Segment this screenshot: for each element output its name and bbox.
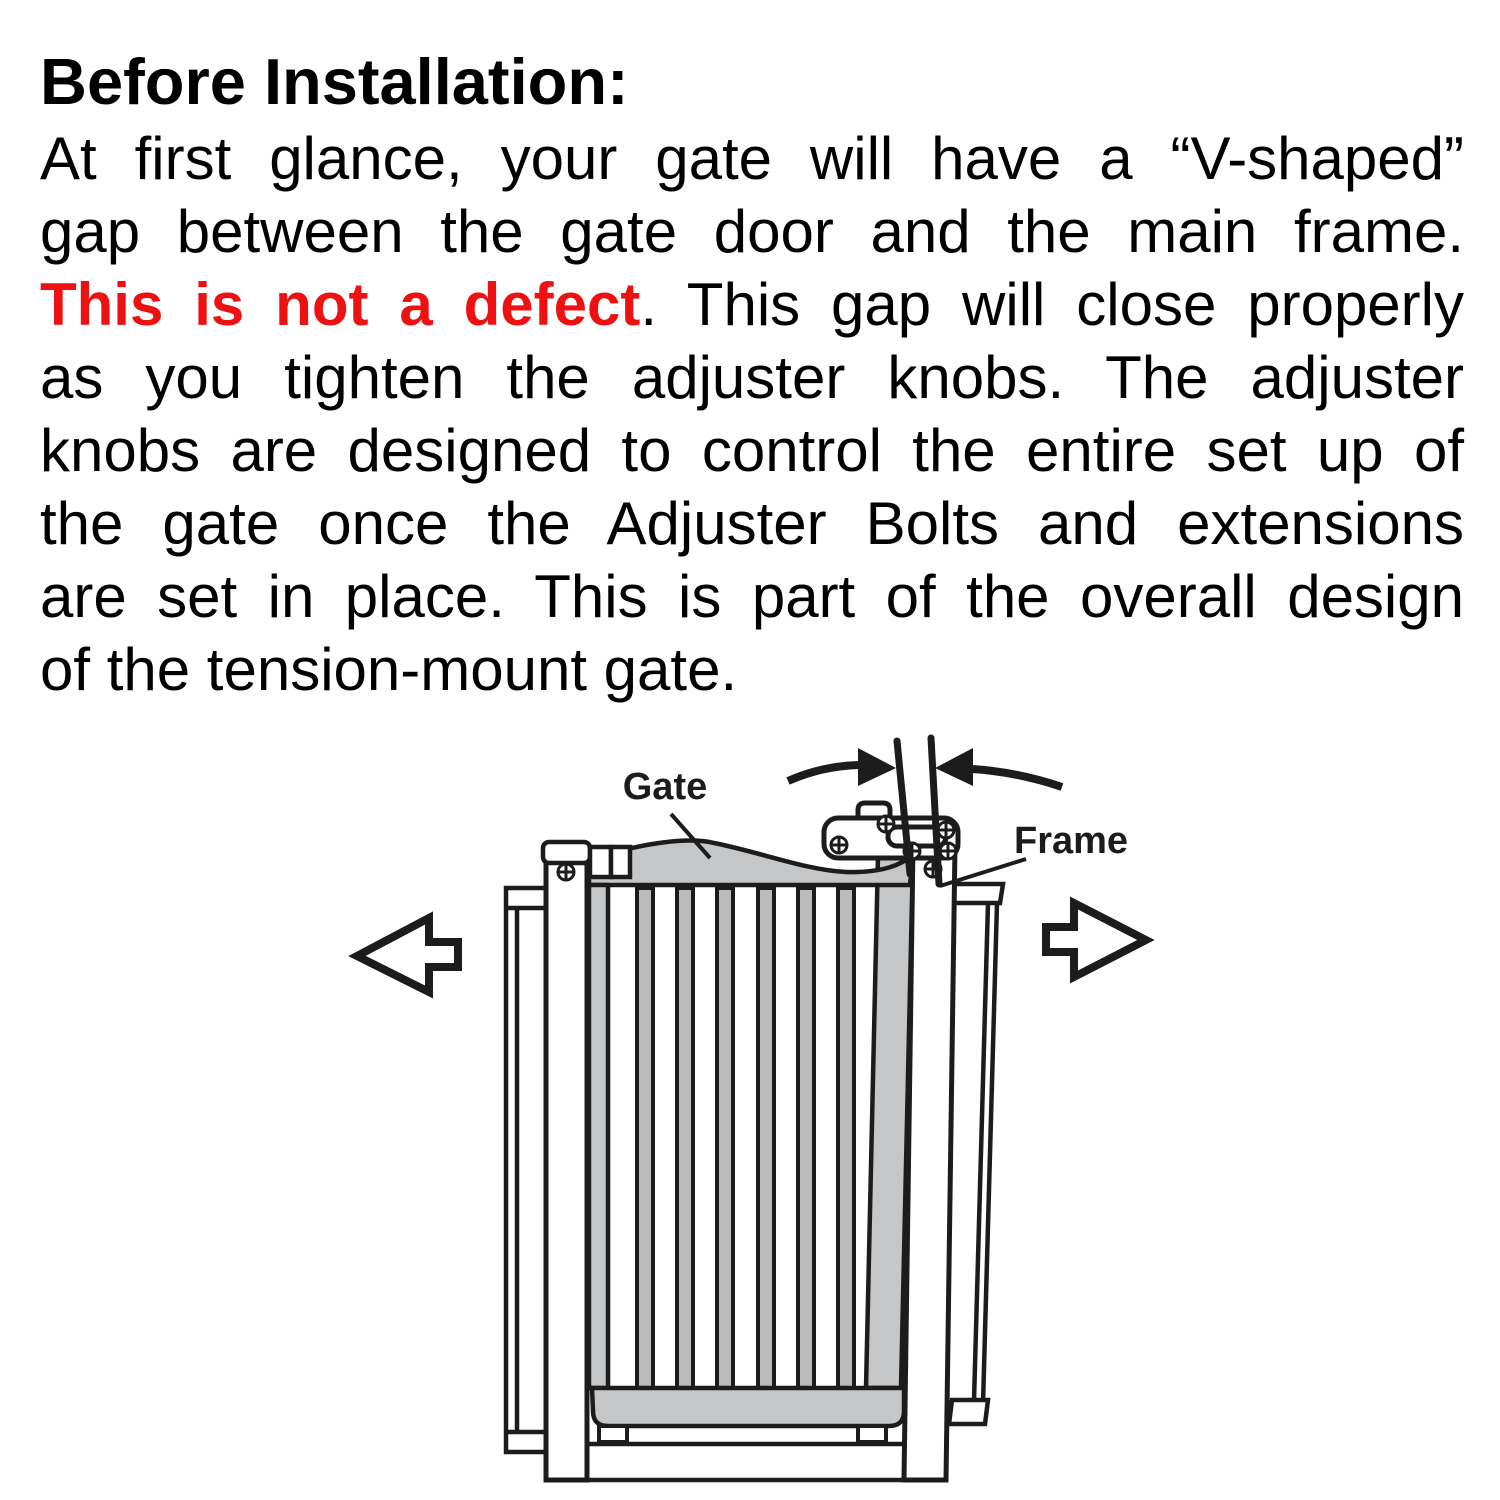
hinge-screw-icon [558, 864, 574, 880]
body-line-7: are set in place. This is part of the overall design [40, 563, 1464, 630]
not-a-defect-highlight: This is not a defect [40, 271, 641, 338]
gate-diagram-drawing [0, 712, 1500, 1500]
body-line-8: of the tension-mount gate. [40, 636, 738, 703]
gate-door-hinge-stile [589, 885, 608, 1388]
frame-label: Frame [1014, 820, 1129, 862]
gap-measure-arrows [788, 748, 1062, 787]
instructions-text [40, 42, 1464, 706]
body-line-3-rest: . This gap will close properly [640, 271, 1464, 338]
page-title: Before Installation: [40, 45, 629, 118]
frame-bottom-rail [587, 1444, 944, 1480]
gate-door-feet [599, 1426, 886, 1442]
frame-left-post [546, 845, 587, 1480]
gate-far-bars [637, 888, 854, 1388]
latch-screw-icon [938, 822, 954, 838]
frame-left-extension [506, 888, 548, 1452]
measure-arrowhead-left-icon [858, 748, 896, 786]
body-line-5: knobs are designed to control the entire set up of [40, 417, 1464, 484]
measure-arrowhead-right-icon [935, 748, 973, 786]
body-line-2: gap between the gate door and the main frame. [40, 198, 1464, 265]
tension-arrow-left-icon [357, 918, 458, 992]
latch-screw-icon [831, 837, 847, 853]
frame-right-extension [949, 884, 1003, 1424]
body-line-3 [40, 268, 1464, 341]
body-line-1: At first glance, your gate will have a “V-shaped” [40, 125, 1464, 192]
latch-screw-icon [878, 816, 894, 832]
gate-diagram [0, 712, 1500, 1500]
latch-screw-icon [940, 843, 956, 859]
body-line-4: as you tighten the adjuster knobs. The adjuster [40, 344, 1464, 411]
body-line-6: the gate once the Adjuster Bolts and extensions [40, 490, 1464, 557]
gate-door-bottom-rail [592, 1388, 904, 1426]
tension-arrow-right-icon [1046, 903, 1146, 977]
gate-label: Gate [622, 766, 708, 808]
